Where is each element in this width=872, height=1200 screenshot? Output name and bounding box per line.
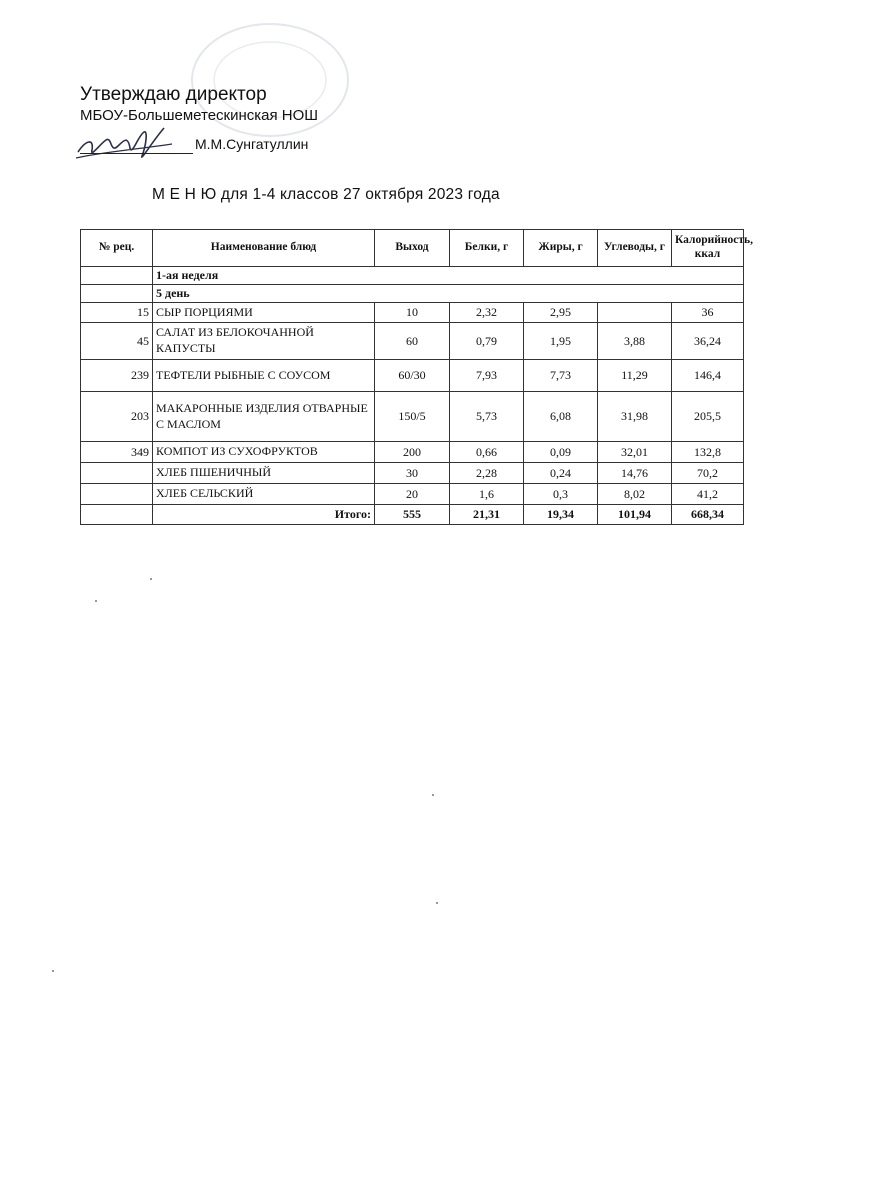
total-calories: 668,34: [672, 505, 744, 525]
organization-name: МБОУ-Большеметескинская НОШ: [80, 107, 319, 124]
scan-speck: [52, 970, 54, 972]
day-label: 5 день: [153, 285, 744, 303]
day-row: [81, 285, 744, 303]
dish-name: ХЛЕБ ПШЕНИЧНЫЙ: [153, 463, 375, 484]
dish-name: СЫР ПОРЦИЯМИ: [153, 303, 375, 323]
recipe-number: 349: [81, 442, 153, 463]
menu-table: [80, 229, 753, 525]
carbs-value: 14,76: [598, 463, 672, 484]
menu-heading: М Е Н Ю для 1-4 классов 27 октября 2023 года: [152, 186, 500, 203]
header-fat: Жиры, г: [524, 230, 598, 267]
header-row: [81, 230, 744, 267]
fat-value: 0,3: [524, 484, 598, 505]
table-row: [81, 360, 744, 392]
fat-value: 7,73: [524, 360, 598, 392]
carbs-value: 31,98: [598, 392, 672, 442]
calories-value: 36: [672, 303, 744, 323]
calories-value: 36,24: [672, 323, 744, 360]
calories-value: 41,2: [672, 484, 744, 505]
header-recipe: № рец.: [81, 230, 153, 267]
output-value: 20: [375, 484, 450, 505]
week-label: 1-ая неделя: [153, 267, 744, 285]
output-value: 10: [375, 303, 450, 323]
carbs-value: 8,02: [598, 484, 672, 505]
carbs-value: 3,88: [598, 323, 672, 360]
protein-value: 2,32: [450, 303, 524, 323]
output-value: 60: [375, 323, 450, 360]
table-row: [81, 463, 744, 484]
approval-title: Утверждаю директор: [80, 84, 267, 105]
recipe-number: 239: [81, 360, 153, 392]
header-output: Выход: [375, 230, 450, 267]
total-label: Итого:: [153, 505, 375, 525]
carbs-value: 11,29: [598, 360, 672, 392]
protein-value: 0,66: [450, 442, 524, 463]
header-calories: Калорийность, ккал: [672, 230, 744, 267]
output-value: 150/5: [375, 392, 450, 442]
fat-value: 0,09: [524, 442, 598, 463]
fat-value: 2,95: [524, 303, 598, 323]
table-row: [81, 303, 744, 323]
recipe-number: 15: [81, 303, 153, 323]
output-value: 200: [375, 442, 450, 463]
director-name: М.М.Сунгатуллин: [195, 136, 309, 152]
header-dish: Наименование блюд: [153, 230, 375, 267]
protein-value: 5,73: [450, 392, 524, 442]
recipe-number: [81, 484, 153, 505]
calories-value: 205,5: [672, 392, 744, 442]
protein-value: 0,79: [450, 323, 524, 360]
recipe-number: 45: [81, 323, 153, 360]
total-fat: 19,34: [524, 505, 598, 525]
signature-line: [80, 153, 193, 154]
table-row: [81, 442, 744, 463]
total-output: 555: [375, 505, 450, 525]
recipe-number: 203: [81, 392, 153, 442]
header-protein: Белки, г: [450, 230, 524, 267]
table-row: [81, 392, 744, 442]
scan-speck: [150, 578, 152, 580]
fat-value: 6,08: [524, 392, 598, 442]
calories-value: 70,2: [672, 463, 744, 484]
total-row: [81, 505, 744, 525]
carbs-value: 32,01: [598, 442, 672, 463]
carbs-value: [598, 303, 672, 323]
protein-value: 2,28: [450, 463, 524, 484]
dish-name: МАКАРОННЫЕ ИЗДЕЛИЯ ОТВАРНЫЕ С МАСЛОМ: [153, 392, 375, 442]
total-protein: 21,31: [450, 505, 524, 525]
protein-value: 7,93: [450, 360, 524, 392]
dish-name: ХЛЕБ СЕЛЬСКИЙ: [153, 484, 375, 505]
week-row: [81, 267, 744, 285]
calories-value: 132,8: [672, 442, 744, 463]
recipe-number: [81, 463, 153, 484]
calories-value: 146,4: [672, 360, 744, 392]
fat-value: 0,24: [524, 463, 598, 484]
dish-name: САЛАТ ИЗ БЕЛОКОЧАННОЙ КАПУСТЫ: [153, 323, 375, 360]
scan-speck: [436, 902, 438, 904]
dish-name: ТЕФТЕЛИ РЫБНЫЕ С СОУСОМ: [153, 360, 375, 392]
scan-speck: [432, 794, 434, 796]
fat-value: 1,95: [524, 323, 598, 360]
table-row: [81, 484, 744, 505]
director-signature: [72, 122, 182, 170]
header-carbs: Углеводы, г: [598, 230, 672, 267]
output-value: 60/30: [375, 360, 450, 392]
dish-name: КОМПОТ ИЗ СУХОФРУКТОВ: [153, 442, 375, 463]
scan-speck: [95, 600, 97, 602]
table-row: [81, 323, 744, 360]
output-value: 30: [375, 463, 450, 484]
protein-value: 1,6: [450, 484, 524, 505]
total-carbs: 101,94: [598, 505, 672, 525]
